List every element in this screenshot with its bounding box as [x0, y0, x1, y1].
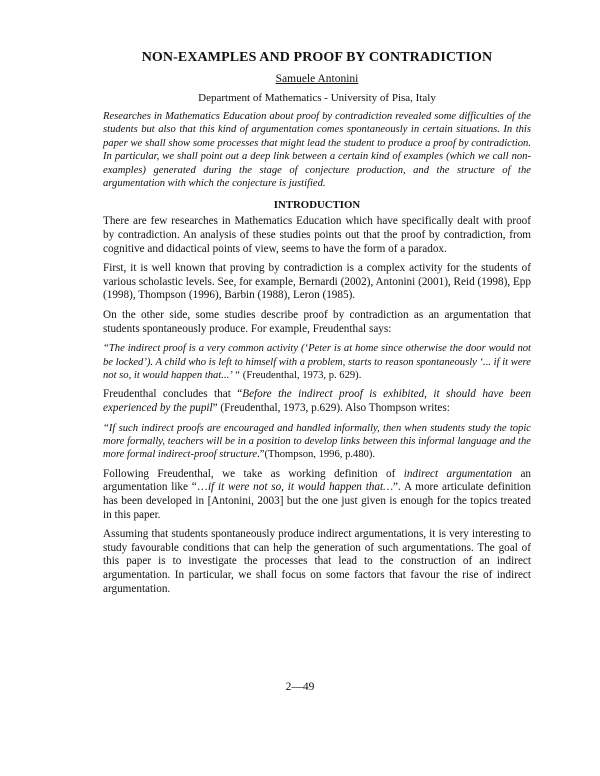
quote-1-citation: (Freudenthal, 1973, p. 629).: [240, 370, 362, 381]
quote-1-text: “The indirect proof is a very common activity (‘Peter is at home since otherwise the door would not be locked’). A child who is left to himself with a problem, starts to reason spontaneously ‘... if it were not so, it would happen that...’ “: [103, 343, 531, 381]
author-name: Samuele Antonini: [275, 73, 359, 85]
paragraph-5-mid: an argumentation like “…: [103, 467, 531, 494]
section-heading: INTRODUCTION: [273, 199, 361, 212]
affiliation: Department of Mathematics - University of Pisa, Italy: [198, 92, 436, 104]
author-line: [103, 73, 531, 85]
quote-2-text: “If such indirect proofs are encouraged and handled informally, then when students study the topic more formally, teachers will be in a position to develop links between this informal language and the more formal indirect-proof structure: [103, 422, 531, 461]
paragraph-1: There are few researches in Mathematics Education which have specifically dealt with proof by contradiction. An analysis of these studies points out that the proof by contradiction, from cognitive and didactical points of view, seems to have the form of a paradox.: [103, 215, 531, 255]
quote-2-citation: .”(Thompson, 1996, p.480).: [257, 449, 376, 461]
paragraph-5: [103, 468, 531, 522]
paragraph-4: [103, 388, 531, 415]
paragraph-6: Assuming that students spontaneously produce indirect argumentations, it is very interesting to study favourable conditions that can help the generation of such argumentations. The goal of this paper is to investigate the processes that lead to the construction of an indirect argumentation. In particular, we shall focus on some factors that favour the rise of indirect argumentation.: [103, 528, 531, 595]
abstract: Researches in Mathematics Education about proof by contradiction revealed some difficulties of the students but also that this kind of argumentation comes spontaneously in certain situations. In this paper we shall show some processes that might lead the student to produce a proof by contradiction. In particular, we shall point out a deep link between a certain kind of examples (which we call non-examples) generated during the stage of conjecture production, and the structure of the argumentation with which the conjecture is justified.: [103, 111, 531, 190]
paragraph-5-term: indirect argumentation: [403, 467, 513, 480]
paragraph-2: First, it is well known that proving by contradiction is a complex activity for the students of various scholastic levels. See, for example, Bernardi (2002), Antonini (2001), Reid (1998), Epp (1998), Thompson (1996), Barbin (1988), Leron (1985).: [103, 262, 531, 302]
paragraph-4-pre: Freudenthal concludes that “: [103, 388, 243, 401]
freudenthal-quote: [103, 342, 531, 382]
paragraph-5-quote: if it were not so, it would happen that…: [207, 481, 394, 494]
thompson-quote: [103, 422, 531, 462]
paragraph-5-pre: Following Freudenthal, we take as working definition of: [103, 467, 404, 480]
paragraph-3: On the other side, some studies describe proof by contradiction as an argumentation that students spontaneously produce. For example, Freudenthal says:: [103, 309, 531, 335]
page-number: 2—49: [285, 681, 315, 693]
paper-page: [103, 50, 531, 596]
paragraph-4-post: ” (Freudenthal, 1973, p.629). Also Thompson writes:: [212, 402, 450, 414]
paragraph-4-quote: Before the indirect proof is exhibited, it should have been experienced by the pupil: [103, 388, 531, 414]
paper-title: NON-EXAMPLES AND PROOF BY CONTRADICTION: [141, 50, 493, 65]
paragraph-5-post: ”. A more articulate definition has been developed in [Antonini, 2003] but the one just given is enough for the topics treated in this paper.: [103, 481, 531, 521]
